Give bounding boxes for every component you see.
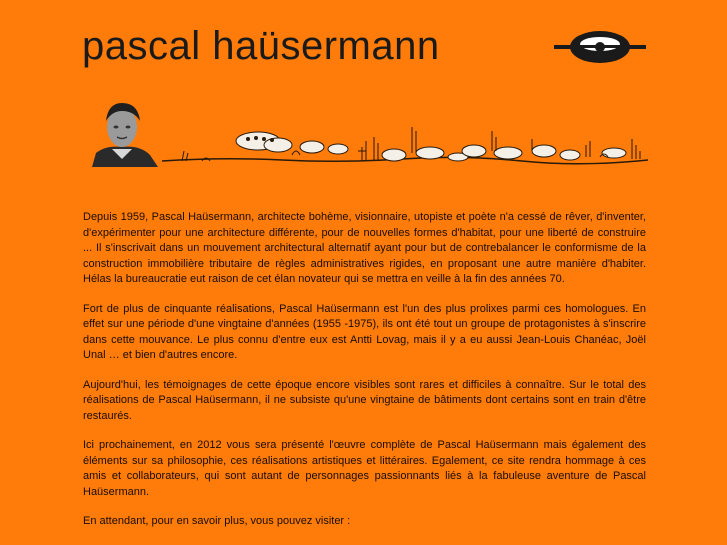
header-banner bbox=[82, 97, 648, 169]
main-content bbox=[83, 210, 646, 544]
site-header bbox=[82, 24, 648, 70]
visit-paragraph: En attendant, pour en savoir plus, vous pouvez visiter : bbox=[83, 515, 351, 527]
intro-paragraph: Depuis 1959, Pascal Haüsermann, architecte bohème, visionnaire, utopiste et poète n'a cessé de rêver, d'inventer, d'expérimenter pour une architecture différente, pour de nouvelles formes d'habitat, pour une liberté de construire ... Il s'inscrivait dans un mouvement architectural alternatif ayant pour but de contrebalancer le conformisme de la construction immobilière tributaire de règles administratives rigides, en proposant une autre manière d'habiter. Hélas la bureaucratie eut raison de cet élan novateur qui se mettra en veille à la fin des années 70. bbox=[83, 211, 646, 285]
upcoming-paragraph: Ici prochainement, en 2012 vous sera présenté l'œuvre complète de Pascal Haüsermann mais également des éléments sur sa philosophie, ces réalisations artistiques et littéraires. Egalement, ce site rendra hommage à ces amis et collaborateurs, qui sont autant de personnages passionnants liés à la fabuleuse aventure de Pascal Haüsermann. bbox=[83, 439, 646, 498]
bubble-house-logo-icon[interactable] bbox=[554, 30, 646, 64]
site-logo-text[interactable]: pascal haüsermann bbox=[82, 24, 440, 68]
portrait-photo bbox=[82, 97, 162, 167]
realisations-paragraph: Fort de plus de cinquante réalisations, Pascal Haüsermann est l'un des plus prolixes parmi ces homologues. En effet sur une période d'une vingtaine d'années (1955 -1975), ils ont été tout un groupe de protagonistes à s'inscrire dans cette mouvance. Le plus connu d'entre eux est Antti Lovag, mais il y a eu aussi Jean-Louis Chanéac, Joël Unal … et bien d'autres encore. bbox=[83, 302, 646, 361]
bubble-houses-landscape-illustration bbox=[162, 117, 648, 167]
testimonies-paragraph: Aujourd'hui, les témoignages de cette époque encore visibles sont rares et difficiles à connaître. Sur le total des réalisations de Pascal Haüsermann, il ne subsiste qu'une vingtaine de bâtiments dont certains sont en train d'être restaurés. bbox=[83, 378, 646, 422]
